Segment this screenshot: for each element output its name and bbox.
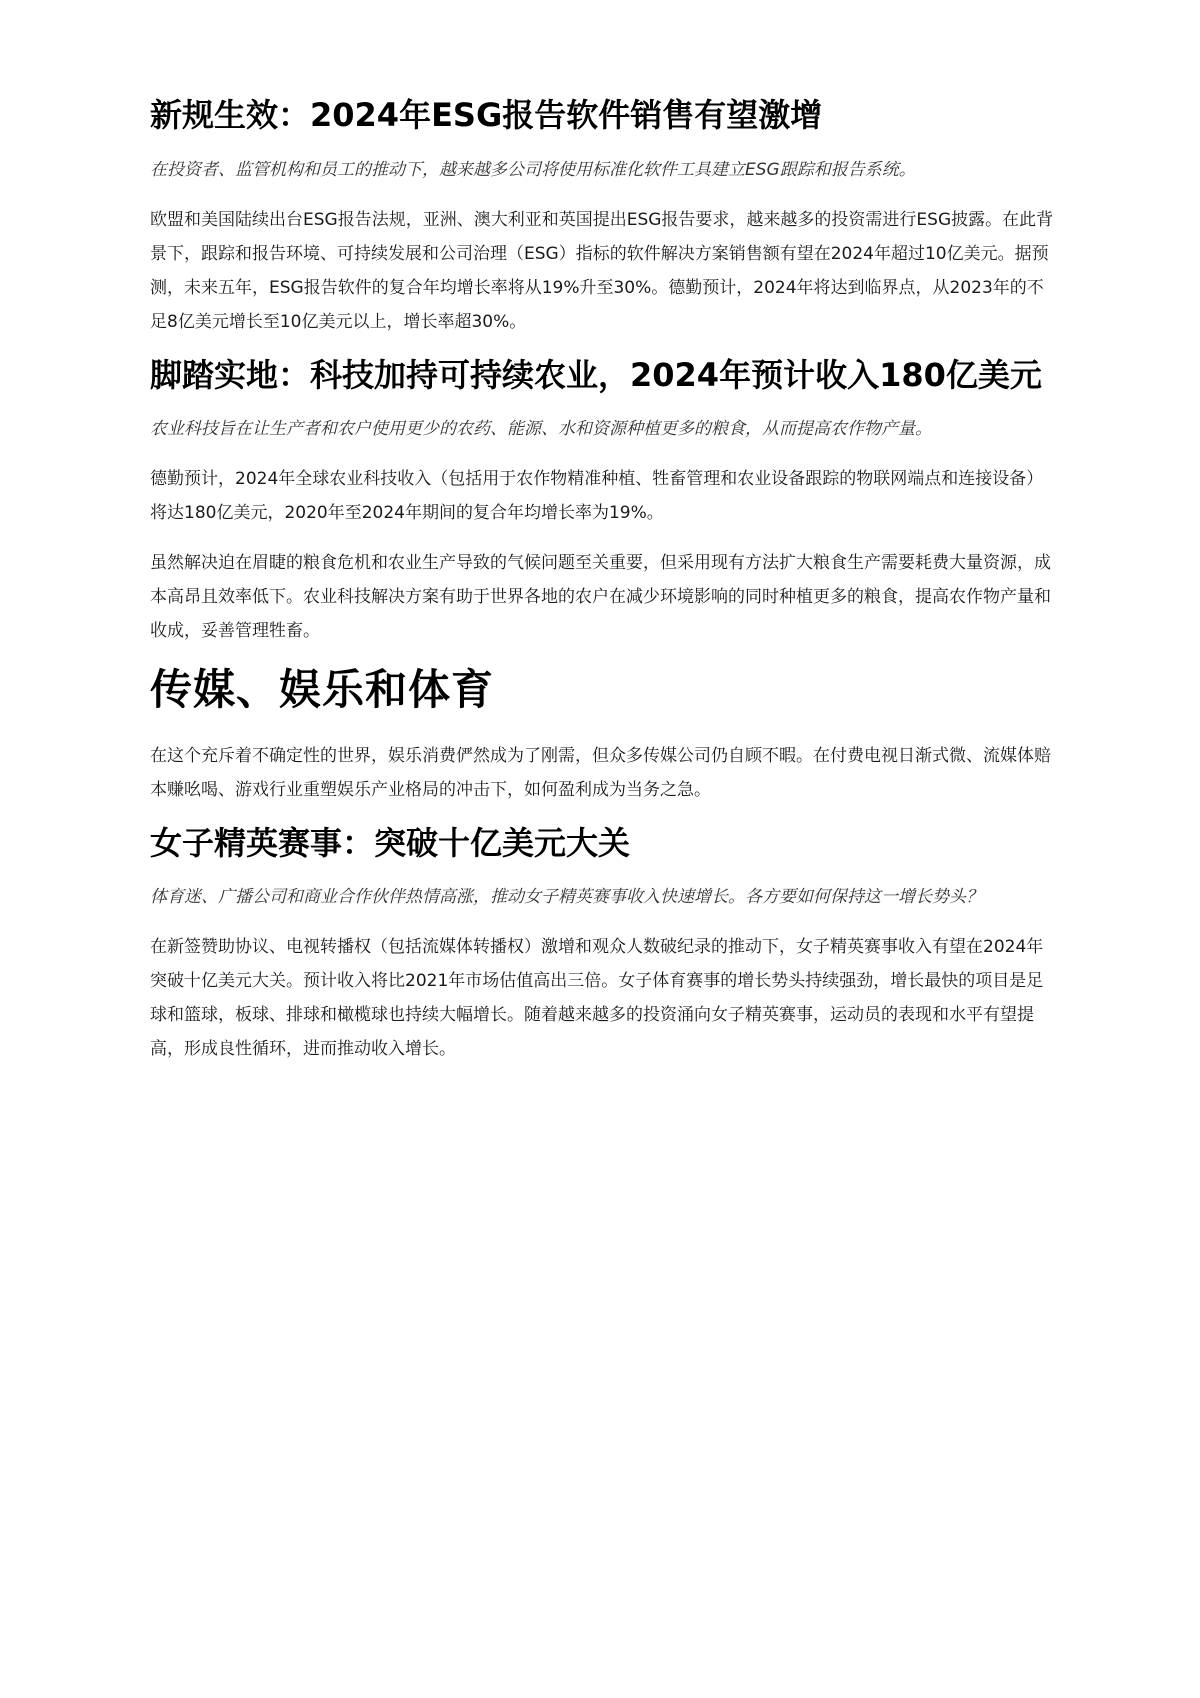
article-paragraph: 在新签赞助协议、电视转播权（包括流媒体转播权）激增和观众人数破纪录的推动下，女子精英赛事收入有望在2024年突破十亿美元大关。预计收入将比2021年市场估值高出三倍。女子体育赛事的增长势头持续强劲，增长最快的项目是足球和篮球，板球、排球和橄榄球也持续大幅增长。随着越来越多的投资涌向女子精英赛事，运动员的表现和水平有望提高，形成良性循环，进而推动收入增长。 bbox=[150, 937, 1044, 1060]
article-paragraph: 欧盟和美国陆续出台ESG报告法规，亚洲、澳大利亚和英国提出ESG报告要求，越来越多的投资需进行ESG披露。在此背景下，跟踪和报告环境、可持续发展和公司治理（ESG）指标的软件解决方案销售额有望在2024年超过10亿美元。据预测，未来五年，ESG报告软件的复合年均增长率将从19%升至30%。德勤预计，2024年将达到临界点，从2023年的不足8亿美元增长至10亿美元以上，增长率超30%。 bbox=[150, 209, 1054, 332]
article-lead: 在投资者、监管机构和员工的推动下，越来越多公司将使用标准化软件工具建立ESG跟踪和报告系统。 bbox=[150, 159, 916, 180]
article-paragraph: 虽然解决迫在眉睫的粮食危机和农业生产导致的气候问题至关重要，但采用现有方法扩大粮食生产需要耗费大量资源，成本高昂且效率低下。农业科技解决方案有助于世界各地的农户在减少环境影响的同时种植更多的粮食，提高农作物产量和收成，妥善管理牲畜。 bbox=[150, 553, 1051, 642]
article-lead: 体育迷、广播公司和商业合作伙伴热情高涨，推动女子精英赛事收入快速增长。各方要如何保持这一增长势头？ bbox=[150, 887, 983, 908]
document-page bbox=[150, 95, 1060, 1082]
section-title: 传媒、娱乐和体育 bbox=[150, 665, 495, 715]
section-intro: 在这个充斥着不确定性的世界，娱乐消费俨然成为了刚需，但众多传媒公司仍自顾不暇。在付费电视日渐式微、流媒体赔本赚吆喝、游戏行业重塑娱乐产业格局的冲击下，如何盈利成为当务之急。 bbox=[150, 745, 1051, 800]
section-media-entertainment-sports bbox=[150, 664, 1060, 1066]
article-title: 脚踏实地：科技加持可持续农业，2024年预计收入180亿美元 bbox=[150, 355, 1042, 394]
article-agtech bbox=[150, 355, 1060, 649]
article-paragraph: 德勤预计，2024年全球农业科技收入（包括用于农作物精准种植、牲畜管理和农业设备跟踪的物联网端点和连接设备）将达180亿美元，2020年至2024年期间的复合年均增长率为19%。 bbox=[150, 469, 1044, 524]
article-lead: 农业科技旨在让生产者和农户使用更少的农药、能源、水和资源种植更多的粮食，从而提高农作物产量。 bbox=[150, 419, 932, 440]
article-title: 新规生效：2024年ESG报告软件销售有望激增 bbox=[150, 96, 823, 134]
article-title: 女子精英赛事：突破十亿美元大关 bbox=[150, 823, 631, 862]
article-esg-software bbox=[150, 95, 1060, 339]
article-womens-elite-sports bbox=[150, 823, 1060, 1067]
